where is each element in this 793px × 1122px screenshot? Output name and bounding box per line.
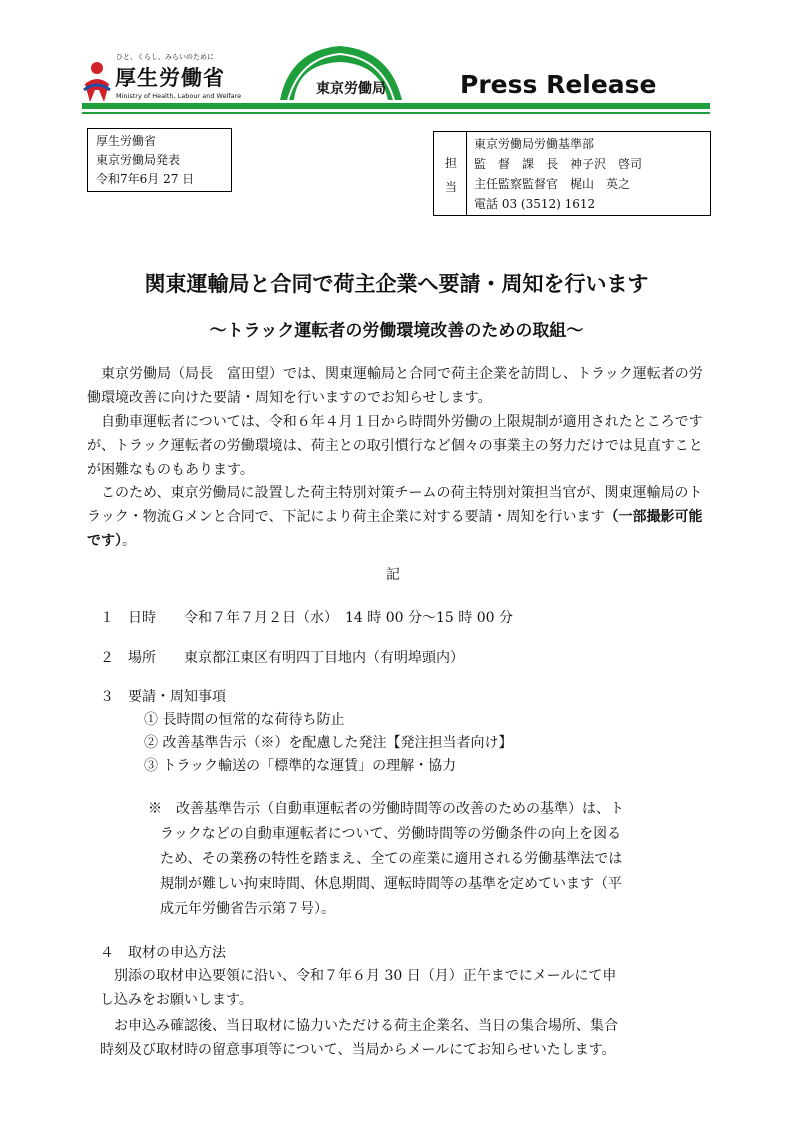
background-paragraph: 自動車運転者については、令和６年４月１日から時間外労働の上限規制が適用されたところですが、トラック運転者の労働環境は、荷主との取引慣行など個々の事業主の努力だけでは見直すことが困難なものもあります。 [87,414,703,478]
tokyo-labour-bureau-name: 東京労働局 [316,81,386,97]
ki-marker: 記 [386,567,400,583]
note-first-line: ※ 改善基準告示（自動車運転者の労働時間等の改善のための基準）は、ト [148,801,624,817]
issuer-line: 厚生労働省 [96,134,157,148]
matter-item: ① 長時間の恒常的な荷待ち防止 [144,712,345,728]
contact-department: 東京労働局労働基準部 [474,137,595,151]
mhlw-emblem-icon [82,60,112,104]
coverage-line: お申込み確認後、当日取材に協力いただける荷主企業名、当日の集合場所、集合 [100,1018,618,1034]
header-rule-thick [82,103,710,109]
item-place: ２ 場所 東京都江東区有明四丁目地内（有明埠頭内） [100,650,464,666]
issuer-box [87,128,232,192]
item-date: １ 日時 令和７年７月２日（水） 14 時 00 分～15 時 00 分 [100,610,513,626]
contact-side-char: 担 [445,156,458,170]
header-rule-thin [82,112,710,114]
mhlw-tagline: ひと、くらし、みらいのために [116,53,214,61]
mhlw-english-name: Ministry of Health, Labour and Welfare [116,92,242,100]
press-release-heading: Press Release [460,70,657,99]
photo-note: （一部撮影可能です） [87,509,703,549]
note-line: 規制が難しい拘束時間、休息期間、運転時間等の基準を定めています（平 [160,876,622,892]
matter-item: ② 改善基準告示（※）を配慮した発注【発注担当者向け】 [144,735,513,751]
mhlw-name: 厚生労働省 [115,66,225,90]
page-title: 関東運輸局と合同で荷主企業へ要請・周知を行います [144,272,649,296]
tokyo-labour-bureau-logo [270,40,410,102]
matter-item: ③ トラック輸送の「標準的な運賃」の理解・協力 [144,758,457,774]
note-line: ため、その業務の特性を踏まえ、全ての産業に適用される労働基準法では [160,851,623,867]
page-subtitle: ～トラック運転者の労働環境改善のための取組～ [209,321,584,341]
coverage-line: 時刻及び取材時の留意事項等について、当局からメールにてお知らせいたします。 [100,1042,616,1058]
coverage-line: し込みをお願いします。 [100,992,253,1008]
issuer-date: 令和7年6月 27 日 [96,172,195,186]
coverage-heading: ４ 取材の申込方法 [100,945,226,961]
item-matters-heading: ３ 要請・周知事項 [100,689,226,705]
contact-side-char: 当 [445,180,458,194]
mhlw-logo [82,52,262,106]
contact-phone: 電話 03 (3512) 1612 [474,197,596,211]
note-line: ラックなどの自動車運転者について、労働時間等の労働条件の向上を図る [160,826,622,842]
contact-person: 主任監察監督官 梶山 英之 [474,177,631,191]
contact-side-label [434,132,467,215]
issuer-line: 東京労働局発表 [96,153,181,167]
purpose-text: このため、東京労働局に設置した荷主特別対策チームの荷主特別対策担当官が、関東運輸局のトラック・物流Ｇメンと合同で、下記により荷主企業に対する要請・周知を行います [87,485,703,525]
purpose-end: 。 [122,533,136,549]
note-block [148,797,708,922]
note-line: 成元年労働省告示第７号）。 [160,901,335,917]
coverage-line: 別添の取材申込要領に沿い、令和７年６月 30 日（月）正午までにメールにて申 [100,968,617,984]
purpose-paragraph [87,481,712,553]
contact-person: 監 督 課 長 神子沢 啓司 [474,157,643,171]
contact-box [433,131,711,216]
intro-paragraph: 東京労働局（局長 富田望）では、関東運輸局と合同で荷主企業を訪問し、トラック運転者の労働環境改善に向けた要請・周知を行いますのでお知らせします。 [87,366,703,406]
